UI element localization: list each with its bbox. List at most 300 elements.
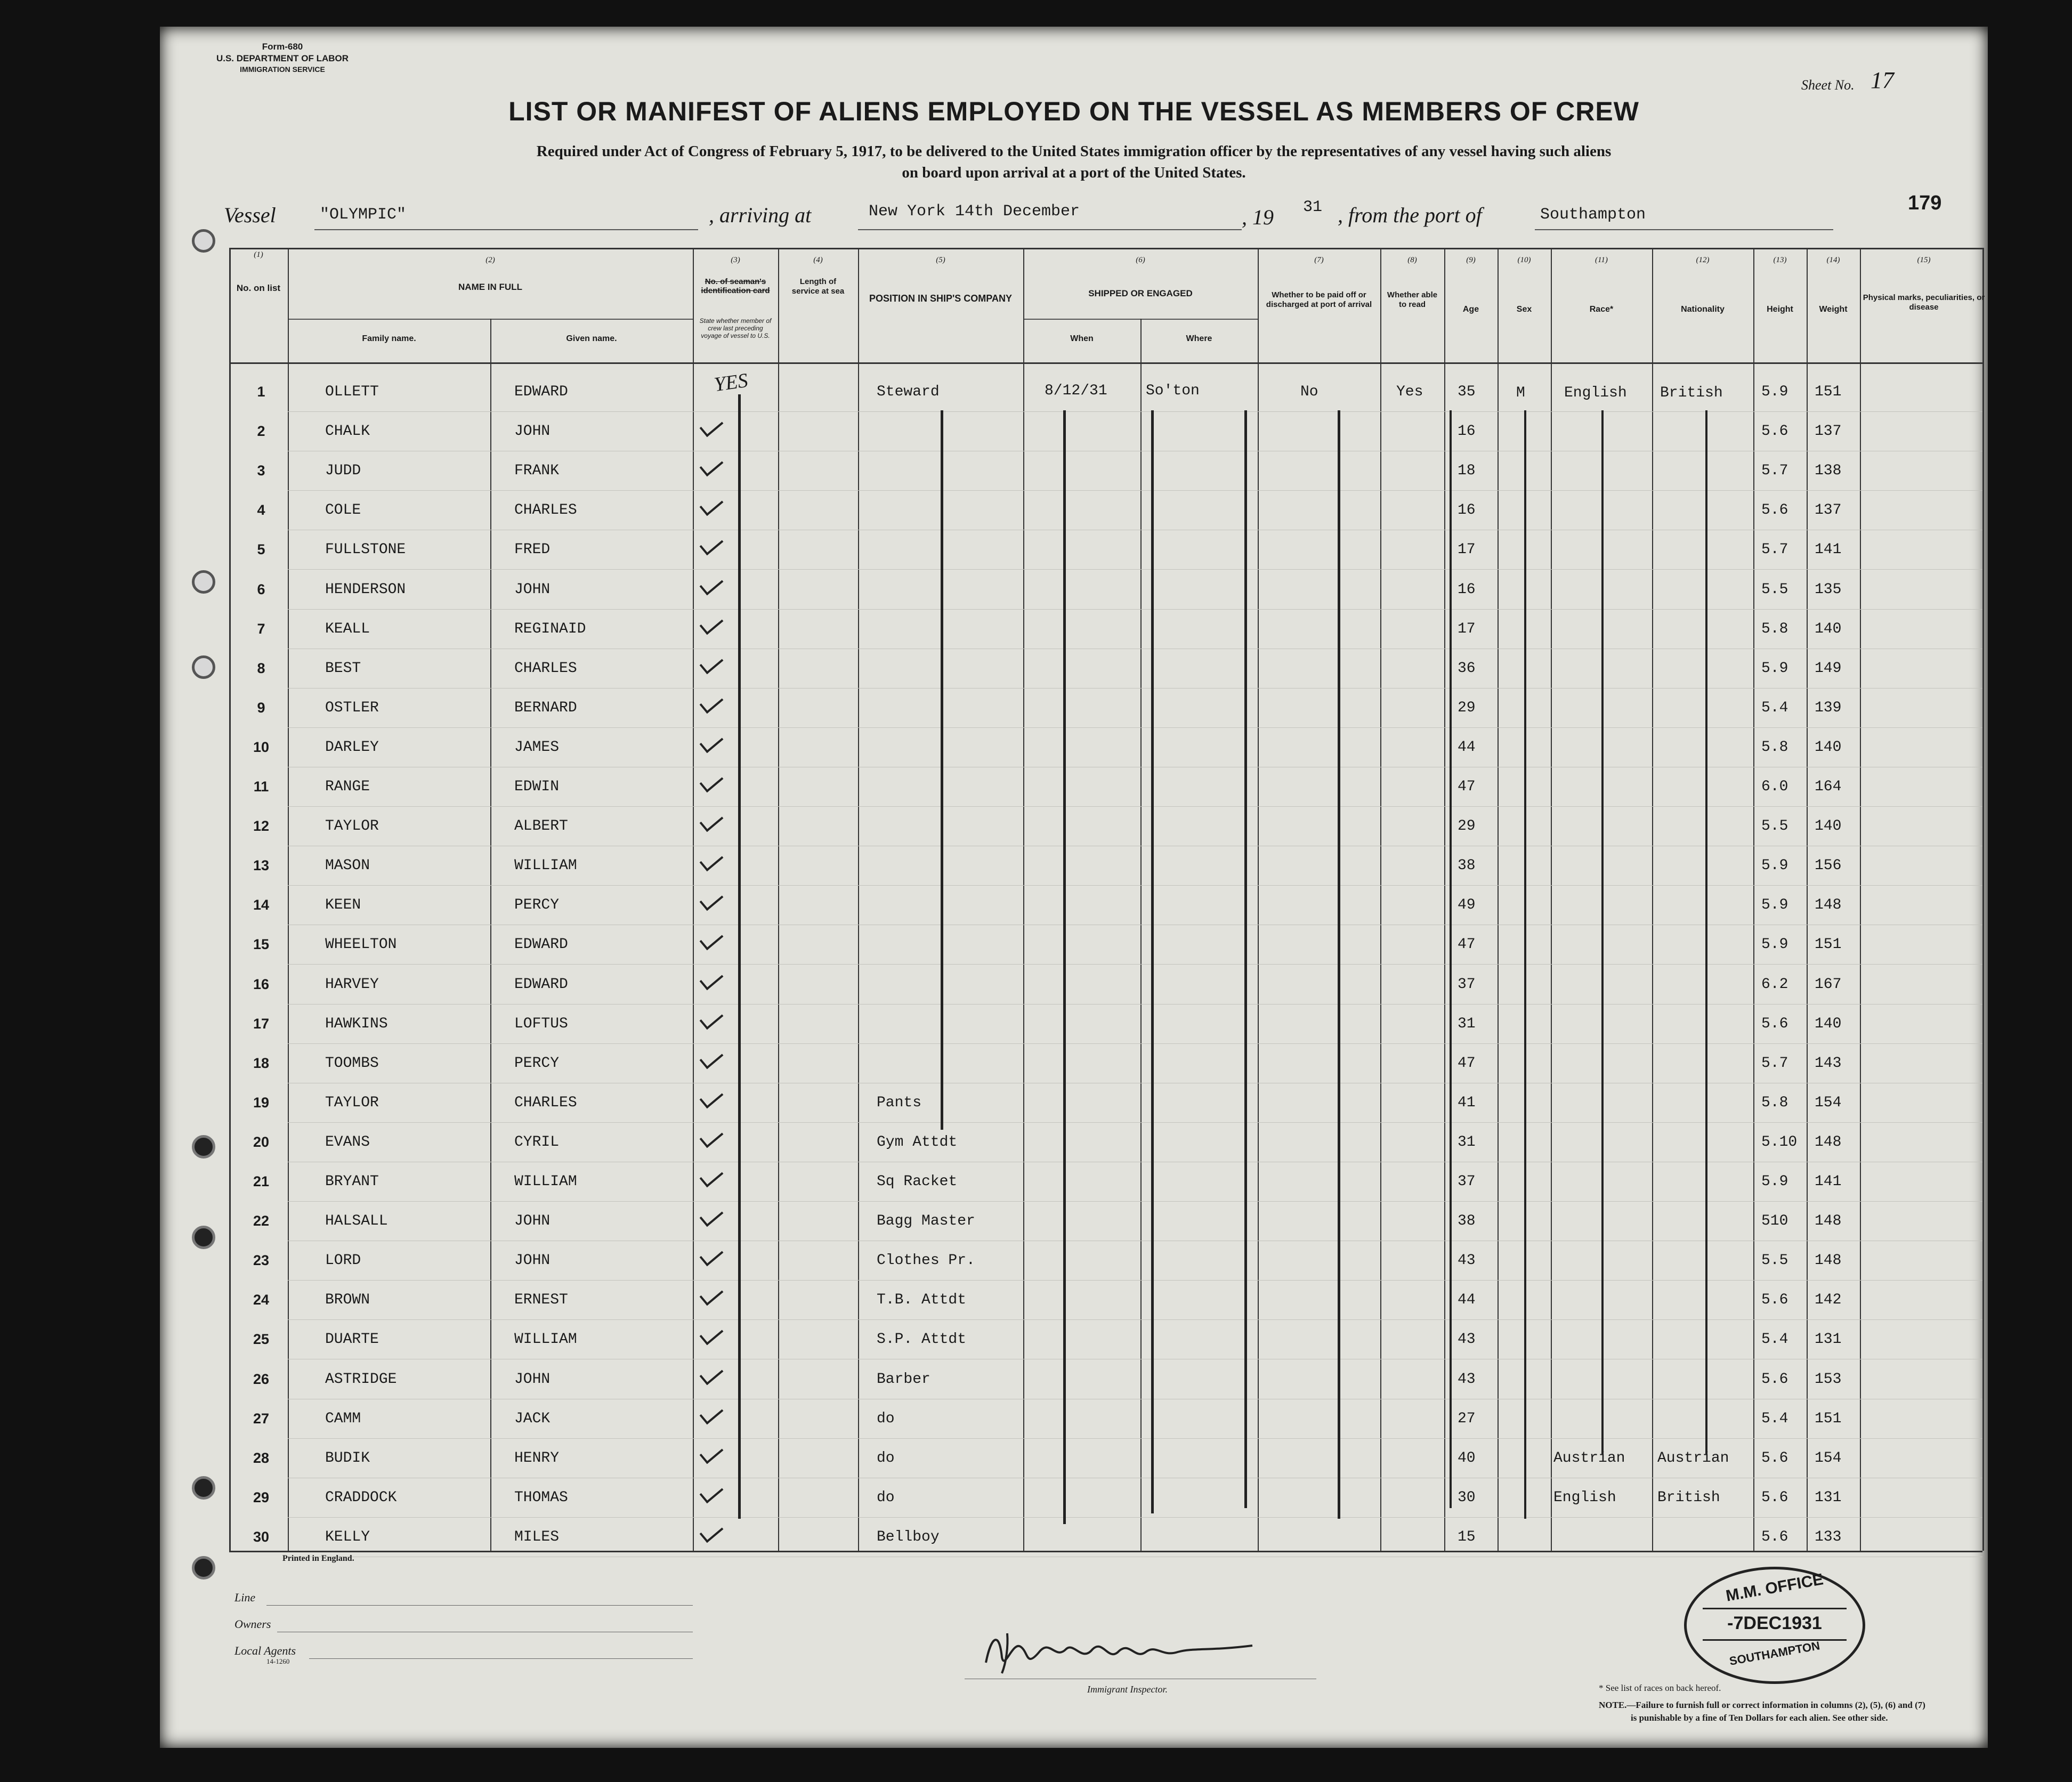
check-mark xyxy=(700,1125,724,1148)
age-cell: 17 xyxy=(1458,541,1476,558)
family-name-cell: HARVEY xyxy=(325,976,379,993)
header-shipped: SHIPPED OR ENGAGED xyxy=(1088,288,1193,298)
yes-mark: YES xyxy=(713,369,749,396)
height-cell: 5.7 xyxy=(1761,541,1788,558)
penalty-note-1: NOTE.—Failure to furnish full or correct information in columns (2), (5), (6) and (7) xyxy=(1599,1700,1925,1710)
family-name-cell: KEEN xyxy=(325,897,361,913)
given-name-cell: FRED xyxy=(514,541,551,558)
header-able-read: Whether able to read xyxy=(1387,290,1438,309)
row-number: 5 xyxy=(257,541,265,557)
check-mark xyxy=(700,1165,724,1188)
family-name-cell: CHALK xyxy=(325,423,370,440)
height-cell: 5.9 xyxy=(1761,384,1788,400)
row-rule xyxy=(288,806,1982,807)
height-cell: 5.4 xyxy=(1761,700,1788,716)
check-mark xyxy=(700,612,724,635)
header-nationality: Nationality xyxy=(1681,305,1725,314)
column-rule xyxy=(1444,248,1445,1551)
family-name-cell: OLLETT xyxy=(325,384,379,400)
height-cell: 5.9 xyxy=(1761,660,1788,677)
family-name-cell: CAMM xyxy=(325,1411,361,1427)
page-title: LIST OR MANIFEST OF ALIENS EMPLOYED ON THE VESSEL AS MEMBERS OF CREW xyxy=(508,96,1639,126)
age-cell: 27 xyxy=(1458,1411,1476,1427)
arriving-label: , arriving at xyxy=(709,203,812,227)
subtitle-line-2: on board upon arrival at a port of the United States. xyxy=(902,164,1246,181)
weight-cell: 143 xyxy=(1815,1055,1842,1072)
column-rule xyxy=(1023,248,1024,1551)
age-cell: 16 xyxy=(1458,502,1476,519)
height-cell: 5.4 xyxy=(1761,1331,1788,1348)
column-rule xyxy=(1140,319,1142,1551)
punch-hole xyxy=(192,655,215,679)
row-number: 11 xyxy=(253,779,269,795)
given-name-cell: THOMAS xyxy=(514,1489,568,1506)
position-cell: Bagg Master xyxy=(877,1213,975,1229)
row-number: 28 xyxy=(253,1450,270,1466)
ditto-stroke xyxy=(941,410,943,1130)
local-agents-label: Local Agents xyxy=(234,1644,296,1657)
row-number: 25 xyxy=(253,1331,270,1347)
height-cell: 5.8 xyxy=(1761,739,1788,756)
row-rule xyxy=(288,609,1982,610)
row-rule xyxy=(288,1280,1982,1281)
given-name-cell: FRANK xyxy=(514,463,560,479)
header-no-on-list: No. on list xyxy=(236,283,281,293)
height-cell: 5.9 xyxy=(1761,857,1788,874)
age-cell: 41 xyxy=(1458,1095,1476,1111)
row-rule xyxy=(288,727,1982,728)
row-number: 8 xyxy=(257,660,265,676)
row-number: 24 xyxy=(253,1292,270,1308)
row-number: 22 xyxy=(253,1213,270,1229)
subtitle-line-1: Required under Act of Congress of February 5, 1917, to be delivered to the United States immigration officer by the representatives of any vessel having such aliens xyxy=(536,143,1612,160)
column-rule xyxy=(1551,248,1552,1551)
header-id-card: No. of seaman's identification card xyxy=(701,277,770,295)
row-number: 18 xyxy=(253,1055,270,1071)
row-number: 12 xyxy=(253,818,270,834)
given-name-cell: ALBERT xyxy=(514,818,568,835)
form-dept: U.S. DEPARTMENT OF LABOR xyxy=(216,53,349,63)
family-name-cell: BROWN xyxy=(325,1292,370,1308)
height-cell: 6.2 xyxy=(1761,976,1788,993)
weight-cell: 135 xyxy=(1815,581,1842,598)
height-cell: 5.7 xyxy=(1761,1055,1788,1072)
weight-cell: 156 xyxy=(1815,857,1842,874)
height-cell: 5.6 xyxy=(1761,423,1788,440)
family-name-cell: HAWKINS xyxy=(325,1016,388,1032)
row-1-sex: M xyxy=(1516,385,1525,401)
given-name-cell: JOHN xyxy=(514,1371,551,1388)
position-cell: S.P. Attdt xyxy=(877,1331,967,1348)
manifest-sheet xyxy=(160,27,1988,1748)
given-name-cell: JACK xyxy=(514,1411,551,1427)
office-stamp xyxy=(1684,1567,1865,1684)
family-name-cell: KEALL xyxy=(325,621,370,637)
punch-hole xyxy=(192,1556,215,1580)
height-cell: 5.9 xyxy=(1761,1173,1788,1190)
height-cell: 5.8 xyxy=(1761,621,1788,637)
given-name-cell: CHARLES xyxy=(514,660,577,677)
given-name-cell: BERNARD xyxy=(514,700,577,716)
column-rule xyxy=(1860,248,1861,1551)
column-rule xyxy=(858,248,859,1551)
header-sex: Sex xyxy=(1516,305,1532,314)
check-mark xyxy=(700,1283,724,1306)
age-cell: 31 xyxy=(1458,1016,1476,1032)
check-mark xyxy=(700,573,724,596)
form-number: Form-680 xyxy=(262,42,303,52)
ditto-stroke xyxy=(1338,410,1340,1519)
position-cell: Steward xyxy=(877,384,940,400)
family-name-cell: BEST xyxy=(325,660,361,677)
row-rule xyxy=(288,569,1982,570)
arriving-value: New York 14th December xyxy=(869,203,1080,221)
height-cell: 5.5 xyxy=(1761,1252,1788,1269)
column-rule xyxy=(490,319,491,1551)
height-cell: 5.6 xyxy=(1761,1016,1788,1032)
given-name-cell: WILLIAM xyxy=(514,857,577,874)
height-cell: 510 xyxy=(1761,1213,1788,1229)
age-cell: 18 xyxy=(1458,463,1476,479)
family-name-cell: HENDERSON xyxy=(325,581,406,598)
header-weight: Weight xyxy=(1819,305,1848,314)
weight-cell: 140 xyxy=(1815,739,1842,756)
col-num-1: (1) xyxy=(254,250,263,259)
given-name-cell: EDWARD xyxy=(514,976,568,993)
form-code: 14-1260 xyxy=(266,1657,290,1665)
sheet-number: 17 xyxy=(1871,67,1894,93)
row-number: 26 xyxy=(253,1371,270,1387)
year-value: 31 xyxy=(1303,198,1323,216)
year-prefix: , 19 xyxy=(1242,205,1274,229)
stamp-date: -7DEC1931 xyxy=(1727,1613,1822,1633)
age-cell: 30 xyxy=(1458,1489,1476,1506)
row-rule xyxy=(288,1004,1982,1005)
weight-cell: 131 xyxy=(1815,1489,1842,1506)
weight-cell: 148 xyxy=(1815,1252,1842,1269)
header-paid-off: Whether to be paid off or discharged at port of arrival xyxy=(1266,290,1372,309)
weight-cell: 141 xyxy=(1815,1173,1842,1190)
family-name-cell: CRADDOCK xyxy=(325,1489,397,1506)
penalty-note-2: is punishable by a fine of Ten Dollars for each alien. See other side. xyxy=(1631,1713,1888,1723)
check-mark xyxy=(700,1204,724,1227)
weight-cell: 153 xyxy=(1815,1371,1842,1388)
weight-cell: 148 xyxy=(1815,1213,1842,1229)
family-name-cell: MASON xyxy=(325,857,370,874)
age-cell: 16 xyxy=(1458,581,1476,598)
position-cell: Gym Attdt xyxy=(877,1134,958,1151)
race-cell: English xyxy=(1553,1489,1616,1506)
header-race: Race* xyxy=(1589,305,1614,314)
header-given-name: Given name. xyxy=(566,334,617,343)
height-cell: 5.5 xyxy=(1761,581,1788,598)
row-1-paid-off: No xyxy=(1300,384,1318,400)
row-rule xyxy=(288,1043,1982,1044)
family-name-cell: ASTRIDGE xyxy=(325,1371,397,1388)
weight-cell: 137 xyxy=(1815,423,1842,440)
position-cell: Pants xyxy=(877,1095,922,1111)
given-name-cell: JOHN xyxy=(514,1213,551,1229)
position-cell: do xyxy=(877,1450,895,1467)
given-name-cell: LOFTUS xyxy=(514,1016,568,1032)
col-num-14: (14) xyxy=(1826,256,1840,264)
row-number: 15 xyxy=(253,936,270,952)
col-num-3: (3) xyxy=(731,256,740,264)
races-note: * See list of races on back hereof. xyxy=(1599,1683,1721,1693)
nationality-cell: British xyxy=(1657,1489,1720,1506)
from-label: , from the port of xyxy=(1338,203,1482,227)
family-name-cell: BUDIK xyxy=(325,1450,370,1467)
check-mark xyxy=(700,533,724,556)
position-cell: do xyxy=(877,1411,895,1427)
given-name-cell: REGINAID xyxy=(514,621,586,637)
height-cell: 5.10 xyxy=(1761,1134,1798,1151)
weight-cell: 140 xyxy=(1815,818,1842,835)
height-cell: 5.6 xyxy=(1761,1450,1788,1467)
column-rule xyxy=(1258,248,1259,1551)
ditto-stroke xyxy=(1450,410,1452,1508)
header-where: Where xyxy=(1186,334,1212,343)
column-rule xyxy=(1498,248,1499,1551)
age-cell: 43 xyxy=(1458,1331,1476,1348)
header-when: When xyxy=(1070,334,1094,343)
weight-cell: 131 xyxy=(1815,1331,1842,1348)
given-name-cell: ERNEST xyxy=(514,1292,568,1308)
row-1-race: English xyxy=(1564,385,1627,401)
header-family-name: Family name. xyxy=(362,334,416,343)
family-name-cell: DARLEY xyxy=(325,739,379,756)
family-name-cell: BRYANT xyxy=(325,1173,379,1190)
check-mark xyxy=(700,1481,724,1504)
row-number: 16 xyxy=(253,976,270,992)
age-cell: 31 xyxy=(1458,1134,1476,1151)
row-rule xyxy=(288,1201,1982,1202)
height-cell: 5.5 xyxy=(1761,818,1788,835)
given-name-cell: EDWARD xyxy=(514,936,568,953)
punch-hole xyxy=(192,570,215,594)
col-num-6: (6) xyxy=(1136,256,1145,264)
column-rule xyxy=(229,248,231,1551)
check-mark xyxy=(700,1441,724,1464)
check-mark xyxy=(700,1007,724,1030)
position-cell: Bellboy xyxy=(877,1529,940,1545)
punch-hole xyxy=(192,229,215,253)
given-name-cell: CYRIL xyxy=(514,1134,560,1151)
punch-hole xyxy=(192,1226,215,1249)
age-cell: 47 xyxy=(1458,779,1476,795)
height-cell: 5.6 xyxy=(1761,1371,1788,1388)
header-physical: Physical marks, peculiarities, or disease xyxy=(1863,293,1985,312)
given-name-cell: WILLIAM xyxy=(514,1331,577,1348)
age-cell: 36 xyxy=(1458,660,1476,677)
position-cell: T.B. Attdt xyxy=(877,1292,967,1308)
check-mark xyxy=(700,968,724,991)
header-length-service: Length of service at sea xyxy=(791,277,845,296)
row-number: 13 xyxy=(253,857,270,873)
row-1-shipped-when: 8/12/31 xyxy=(1045,383,1107,399)
race-cell: Austrian xyxy=(1553,1450,1625,1467)
weight-cell: 151 xyxy=(1815,936,1842,953)
position-cell: do xyxy=(877,1489,895,1506)
row-number: 23 xyxy=(253,1252,270,1268)
ditto-stroke xyxy=(738,394,741,1519)
column-rule xyxy=(1380,248,1381,1551)
age-cell: 47 xyxy=(1458,936,1476,953)
weight-cell: 140 xyxy=(1815,621,1842,637)
given-name-cell: CHARLES xyxy=(514,502,577,519)
nationality-cell: Austrian xyxy=(1657,1450,1729,1467)
family-name-cell: TOOMBS xyxy=(325,1055,379,1072)
given-name-cell: MILES xyxy=(514,1529,560,1545)
weight-cell: 149 xyxy=(1815,660,1842,677)
weight-cell: 154 xyxy=(1815,1095,1842,1111)
line-label: Line xyxy=(234,1591,256,1604)
check-mark xyxy=(700,1047,724,1070)
height-cell: 5.4 xyxy=(1761,1411,1788,1427)
col-num-10: (10) xyxy=(1517,256,1531,264)
row-1-nationality: British xyxy=(1660,385,1723,401)
check-mark xyxy=(700,770,724,793)
given-name-cell: JAMES xyxy=(514,739,560,756)
check-mark xyxy=(700,849,724,872)
age-cell: 43 xyxy=(1458,1371,1476,1388)
col-num-4: (4) xyxy=(813,256,823,264)
family-name-cell: TAYLOR xyxy=(325,1095,379,1111)
check-mark xyxy=(700,809,724,832)
weight-cell: 138 xyxy=(1815,463,1842,479)
family-name-cell: FULLSTONE xyxy=(325,541,406,558)
row-number: 17 xyxy=(253,1016,270,1032)
check-mark xyxy=(700,1520,724,1543)
age-cell: 17 xyxy=(1458,621,1476,637)
header-name-in-full: NAME IN FULL xyxy=(458,282,522,292)
ditto-stroke xyxy=(1524,410,1526,1519)
given-name-cell: PERCY xyxy=(514,897,560,913)
family-name-cell: TAYLOR xyxy=(325,818,379,835)
age-cell: 44 xyxy=(1458,1292,1476,1308)
col-num-2: (2) xyxy=(485,256,495,264)
weight-cell: 154 xyxy=(1815,1450,1842,1467)
family-name-cell: JUDD xyxy=(325,463,361,479)
given-name-cell: EDWARD xyxy=(514,384,568,400)
vessel-label: Vessel xyxy=(224,203,276,227)
age-cell: 49 xyxy=(1458,897,1476,913)
height-cell: 5.9 xyxy=(1761,897,1788,913)
row-number: 29 xyxy=(253,1489,270,1505)
height-cell: 5.6 xyxy=(1761,502,1788,519)
family-name-cell: LORD xyxy=(325,1252,361,1269)
height-cell: 5.6 xyxy=(1761,1489,1788,1506)
punch-hole xyxy=(192,1476,215,1500)
row-number: 21 xyxy=(253,1173,270,1189)
column-rule xyxy=(1753,248,1754,1551)
inspector-signature xyxy=(975,1620,1274,1679)
weight-cell: 141 xyxy=(1815,541,1842,558)
row-number: 4 xyxy=(257,502,265,518)
check-mark xyxy=(700,415,724,438)
age-cell: 15 xyxy=(1458,1529,1476,1545)
header-height: Height xyxy=(1767,305,1793,314)
col-num-13: (13) xyxy=(1773,256,1787,264)
row-number: 19 xyxy=(253,1095,270,1111)
row-number: 3 xyxy=(257,463,265,479)
check-mark xyxy=(700,493,724,516)
row-rule xyxy=(288,490,1982,491)
age-cell: 35 xyxy=(1458,384,1476,400)
age-cell: 44 xyxy=(1458,739,1476,756)
from-value: Southampton xyxy=(1540,206,1646,224)
age-cell: 40 xyxy=(1458,1450,1476,1467)
row-rule xyxy=(288,885,1982,886)
check-mark xyxy=(700,1323,724,1346)
weight-cell: 133 xyxy=(1815,1529,1842,1545)
header-position: POSITION IN SHIP'S COMPANY xyxy=(869,293,1012,304)
given-name-cell: WILLIAM xyxy=(514,1173,577,1190)
row-rule xyxy=(288,688,1982,689)
row-rule xyxy=(288,1438,1982,1439)
row-number: 2 xyxy=(257,423,265,439)
family-name-cell: DUARTE xyxy=(325,1331,379,1348)
given-name-cell: JOHN xyxy=(514,581,551,598)
check-mark xyxy=(700,691,724,714)
row-number: 9 xyxy=(257,700,265,716)
row-number: 1 xyxy=(257,384,265,400)
weight-cell: 151 xyxy=(1815,1411,1842,1427)
position-cell: Barber xyxy=(877,1371,930,1388)
age-cell: 37 xyxy=(1458,976,1476,993)
punch-hole xyxy=(192,1135,215,1159)
check-mark xyxy=(700,1363,724,1386)
row-number: 6 xyxy=(257,581,265,597)
row-rule xyxy=(288,411,1982,412)
check-mark xyxy=(700,1402,724,1425)
weight-cell: 148 xyxy=(1815,897,1842,913)
ditto-stroke xyxy=(1705,410,1707,1455)
header-age: Age xyxy=(1462,305,1479,314)
ditto-stroke xyxy=(1151,410,1154,1513)
col-num-5: (5) xyxy=(936,256,945,264)
header-id-card-note: State whether member of crew last preceding voyage of vessel to U.S. xyxy=(699,317,772,339)
height-cell: 5.8 xyxy=(1761,1095,1788,1111)
height-cell: 5.6 xyxy=(1761,1529,1788,1545)
height-cell: 6.0 xyxy=(1761,779,1788,795)
col-num-11: (11) xyxy=(1595,256,1608,264)
row-rule xyxy=(288,1517,1982,1518)
weight-cell: 148 xyxy=(1815,1134,1842,1151)
weight-cell: 164 xyxy=(1815,779,1842,795)
ditto-stroke xyxy=(1601,410,1604,1455)
col-num-15: (15) xyxy=(1917,256,1931,264)
column-rule xyxy=(693,248,694,1551)
check-mark xyxy=(700,652,724,675)
height-cell: 5.7 xyxy=(1761,463,1788,479)
position-cell: Sq Racket xyxy=(877,1173,958,1190)
printed-in: Printed in England. xyxy=(282,1554,354,1563)
row-number: 20 xyxy=(253,1134,270,1150)
weight-cell: 142 xyxy=(1815,1292,1842,1308)
row-number: 27 xyxy=(253,1411,270,1427)
row-number: 10 xyxy=(253,739,270,755)
col-num-12: (12) xyxy=(1696,256,1710,264)
form-service: IMMIGRATION SERVICE xyxy=(240,65,325,74)
given-name-cell: JOHN xyxy=(514,1252,551,1269)
column-rule xyxy=(1807,248,1808,1551)
row-number: 14 xyxy=(253,897,270,913)
column-rule xyxy=(288,248,289,1551)
col-num-7: (7) xyxy=(1314,256,1324,264)
family-name-cell: RANGE xyxy=(325,779,370,795)
check-mark xyxy=(700,1086,724,1109)
